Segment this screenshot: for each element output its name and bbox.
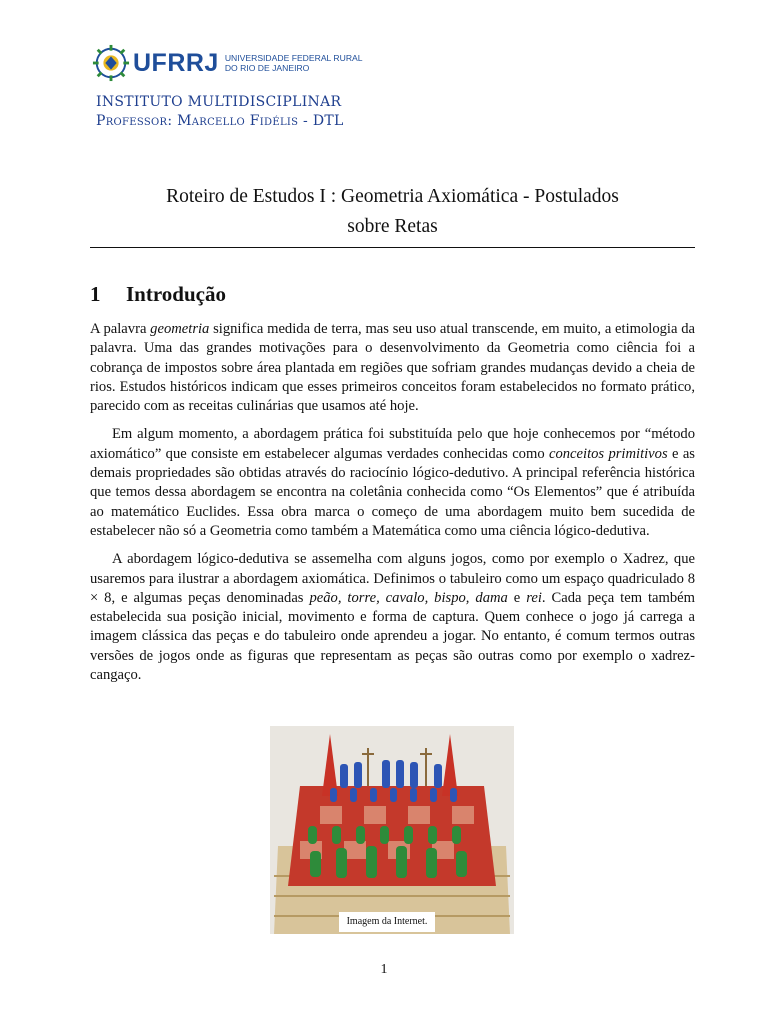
- logo-wordmark: UFRRJ: [133, 48, 219, 77]
- professor-name: Professor: Marcello Fidélis - DTL: [96, 113, 344, 129]
- title-line-1: Roteiro de Estudos I : Geometria Axiomática - Postulados: [166, 186, 619, 207]
- figure-caption: Imagem da Internet.: [339, 912, 435, 932]
- paragraph-text: e as demais propriedades são obtidas através do raciocínio lógico-dedutivo. A principal referência histórica que temos dessa abordagem se encontra na coletânia conhecida como “Os Elementos” que é atribuída ao matemático Euclides. Essa obra marca o começo de uma abordagem muito bem sucedida de estabelecer não só a Geometria como também a Matemática como uma ciência lógico-dedutiva.: [90, 445, 695, 539]
- institute-name: INSTITUTO MULTIDISCIPLINAR: [96, 94, 342, 110]
- paragraph-text: A abordagem lógico-dedutiva se assemelha com alguns jogos, como por exemplo o Xadrez, que usaremos para ilustrar a abordagem axiomática. Definimos o tabuleiro como um espaço quadriculado 8 × 8, e algumas peças denominadas: [90, 551, 695, 606]
- section-title: Introdução: [126, 282, 226, 306]
- page-number: 1: [380, 962, 388, 977]
- title-line-2: sobre Retas: [347, 216, 438, 237]
- document-title: [90, 182, 695, 242]
- emphasis-text: rei: [526, 589, 542, 606]
- paragraph-3: [90, 550, 695, 685]
- institute-block: [96, 93, 344, 131]
- section-number: 1: [90, 282, 101, 306]
- paragraph-text: . Cada peça tem também estabelecida sua posição inicial, movimento e forma de captura. Quem conhece o jogo já carrega a imagem clássica das peças e do tabuleiro onde aprendeu a jogar. No entanto, é comum termos outras versões de jogos onde as figuras que representam as peças são outras como por exemplo o xadrez-cangaço.: [90, 589, 696, 684]
- chess-photo: [270, 726, 514, 934]
- university-seal-icon: [92, 44, 130, 82]
- paragraph-text: e: [507, 589, 527, 606]
- emphasis-text: geometria: [150, 321, 210, 337]
- title-divider: [90, 247, 695, 248]
- logo-subtitle-line2: DO RIO DE JANEIRO: [224, 63, 310, 73]
- emphasis-text: conceitos primitivos: [548, 445, 668, 462]
- paragraph-text: A palavra: [90, 321, 151, 337]
- section-heading: [90, 282, 226, 307]
- paragraph-2: [90, 425, 695, 541]
- emphasis-text: peão, torre, cavalo, bispo, dama: [309, 589, 508, 606]
- logo-subtitle: [225, 53, 363, 73]
- paragraph-text: Em algum momento, a abordagem prática foi substituída pelo que hoje conhecemos por “método axiomático” que consiste em estabelecer algumas verdades conhecidas como: [90, 426, 695, 462]
- body-text: [90, 320, 695, 694]
- paragraph-text: significa medida de terra, mas seu uso atual transcende, em muito, a etimologia da palavra. Uma das grandes motivações para o desenvolvimento da Geometria como ciência foi a cobrança de impostos sobre área plantada em regiões que sofriam grandes mudanças devido a cheia de rios. Estudos históricos indicam que esses primeiros conceitos foram estabelecidos no formato prático, parecido com as receitas culinárias que usamos até hoje.: [90, 321, 695, 415]
- logo-subtitle-line1: UNIVERSIDADE FEDERAL RURAL: [224, 53, 363, 63]
- ufrrj-logo: [92, 44, 363, 82]
- paragraph-1: [90, 320, 695, 416]
